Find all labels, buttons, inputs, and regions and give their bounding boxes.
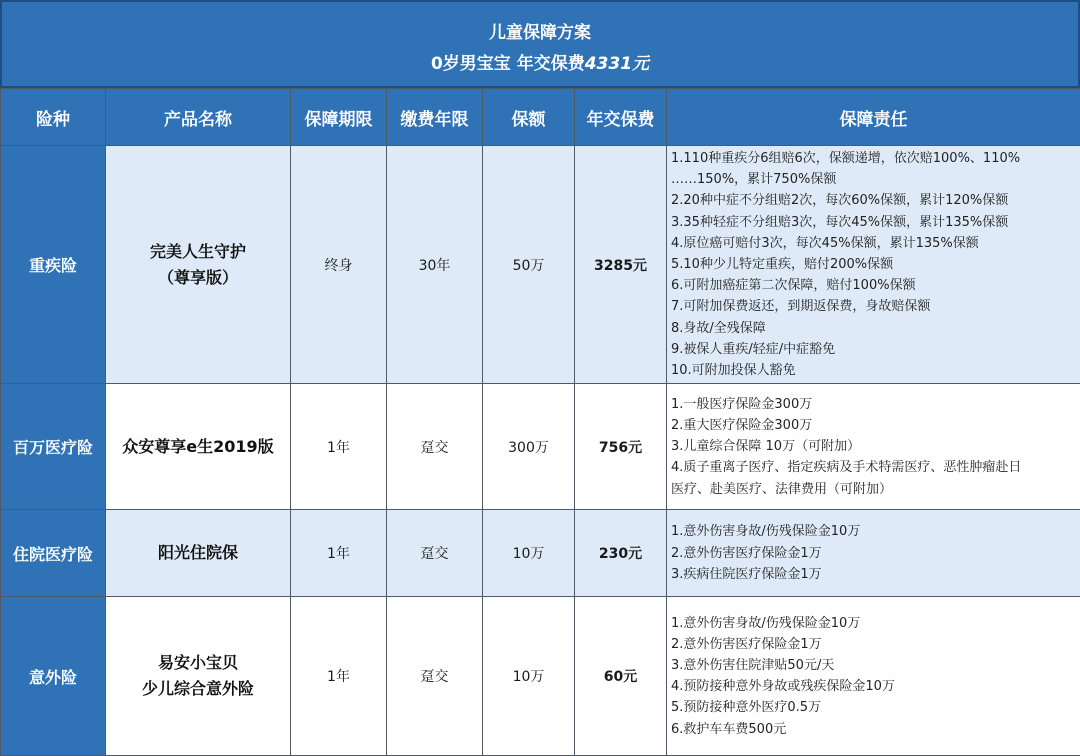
- product-name: [106, 384, 291, 510]
- coverage-term: 终身: [291, 146, 387, 384]
- responsibility-item: 2.20种中症不分组赔2次，每次60%保额，累计120%保额: [671, 190, 1076, 211]
- coverage-term: 1年: [291, 597, 387, 756]
- product-name-line: 众安尊享e生2019版: [107, 434, 289, 460]
- coverage-responsibilities: [667, 510, 1080, 597]
- table-row: [1, 384, 1080, 510]
- product-name-line: （尊享版）: [107, 265, 289, 291]
- sum-insured: 50万: [483, 146, 575, 384]
- plan-header: [0, 0, 1080, 88]
- coverage-responsibilities: [667, 597, 1080, 756]
- insurance-type: 意外险: [1, 597, 106, 756]
- insurance-type: 住院医疗险: [1, 510, 106, 597]
- responsibility-item: 1.110种重疾分6组赔6次，保额递增，依次赔100%、110%: [671, 148, 1076, 169]
- column-header: 保障期限: [291, 89, 387, 146]
- responsibility-item: 2.意外伤害医疗保险金1万: [671, 634, 1076, 655]
- product-name: [106, 146, 291, 384]
- responsibility-item: 5.10种少儿特定重疾，赔付200%保额: [671, 254, 1076, 275]
- column-header: 年交保费: [575, 89, 667, 146]
- payment-years: 30年: [387, 146, 483, 384]
- responsibility-item: ……150%，累计750%保额: [671, 169, 1076, 190]
- responsibility-item: 6.救护车车费500元: [671, 719, 1076, 740]
- responsibility-item: 4.预防接种意外身故或残疾保险金10万: [671, 676, 1076, 697]
- responsibility-item: 10.可附加投保人豁免: [671, 360, 1076, 381]
- payment-years: 趸交: [387, 384, 483, 510]
- responsibility-item: 3.儿童综合保障 10万（可附加）: [671, 436, 1076, 457]
- coverage-responsibilities: [667, 146, 1080, 384]
- responsibility-item: 医疗、赴美医疗、法律费用（可附加）: [671, 479, 1076, 500]
- annual-premium: 3285元: [575, 146, 667, 384]
- product-name-line: 阳光住院保: [107, 540, 289, 566]
- table-row: [1, 510, 1080, 597]
- responsibility-item: 5.预防接种意外医疗0.5万: [671, 697, 1076, 718]
- plan-subtitle: [2, 49, 1078, 74]
- product-name-line: 易安小宝贝: [107, 650, 289, 676]
- responsibility-item: 3.35种轻症不分组赔3次，每次45%保额，累计135%保额: [671, 212, 1076, 233]
- column-header: 保障责任: [667, 89, 1080, 146]
- insurance-type: 重疾险: [1, 146, 106, 384]
- responsibility-item: 3.疾病住院医疗保险金1万: [671, 564, 1076, 585]
- column-header: 缴费年限: [387, 89, 483, 146]
- annual-premium: 756元: [575, 384, 667, 510]
- sum-insured: 10万: [483, 597, 575, 756]
- product-name-line: 完美人生守护: [107, 239, 289, 265]
- table-header-row: [1, 89, 1080, 146]
- responsibility-item: 6.可附加癌症第二次保障，赔付100%保额: [671, 275, 1076, 296]
- annual-premium: 60元: [575, 597, 667, 756]
- responsibility-item: 3.意外伤害住院津贴50元/天: [671, 655, 1076, 676]
- responsibility-item: 1.意外伤害身故/伤残保险金10万: [671, 521, 1076, 542]
- sum-insured: 10万: [483, 510, 575, 597]
- responsibility-item: 1.一般医疗保险金300万: [671, 394, 1076, 415]
- insurance-type: 百万医疗险: [1, 384, 106, 510]
- responsibility-item: 2.重大医疗保险金300万: [671, 415, 1076, 436]
- responsibility-item: 8.身故/全残保障: [671, 318, 1076, 339]
- subtitle-prefix: 0岁男宝宝 年交保费: [431, 54, 585, 74]
- table-row: [1, 146, 1080, 384]
- responsibility-item: 4.质子重离子医疗、指定疾病及手术特需医疗、恶性肿瘤赴日: [671, 457, 1076, 478]
- payment-years: 趸交: [387, 510, 483, 597]
- product-name-line: 少儿综合意外险: [107, 676, 289, 702]
- payment-years: 趸交: [387, 597, 483, 756]
- responsibility-item: 2.意外伤害医疗保险金1万: [671, 543, 1076, 564]
- column-header: 产品名称: [106, 89, 291, 146]
- coverage-term: 1年: [291, 510, 387, 597]
- responsibility-item: 9.被保人重疾/轻症/中症豁免: [671, 339, 1076, 360]
- responsibility-item: 4.原位癌可赔付3次，每次45%保额，累计135%保额: [671, 233, 1076, 254]
- responsibility-item: 1.意外伤害身故/伤残保险金10万: [671, 613, 1076, 634]
- table-row: [1, 597, 1080, 756]
- sum-insured: 300万: [483, 384, 575, 510]
- plan-title: 儿童保障方案: [2, 18, 1078, 43]
- plan-table: [0, 88, 1080, 756]
- coverage-responsibilities: [667, 384, 1080, 510]
- product-name: [106, 510, 291, 597]
- coverage-term: 1年: [291, 384, 387, 510]
- responsibility-item: 7.可附加保费返还，到期返保费，身故赔保额: [671, 296, 1076, 317]
- column-header: 险种: [1, 89, 106, 146]
- total-premium: 4331元: [585, 54, 649, 74]
- product-name: [106, 597, 291, 756]
- annual-premium: 230元: [575, 510, 667, 597]
- column-header: 保额: [483, 89, 575, 146]
